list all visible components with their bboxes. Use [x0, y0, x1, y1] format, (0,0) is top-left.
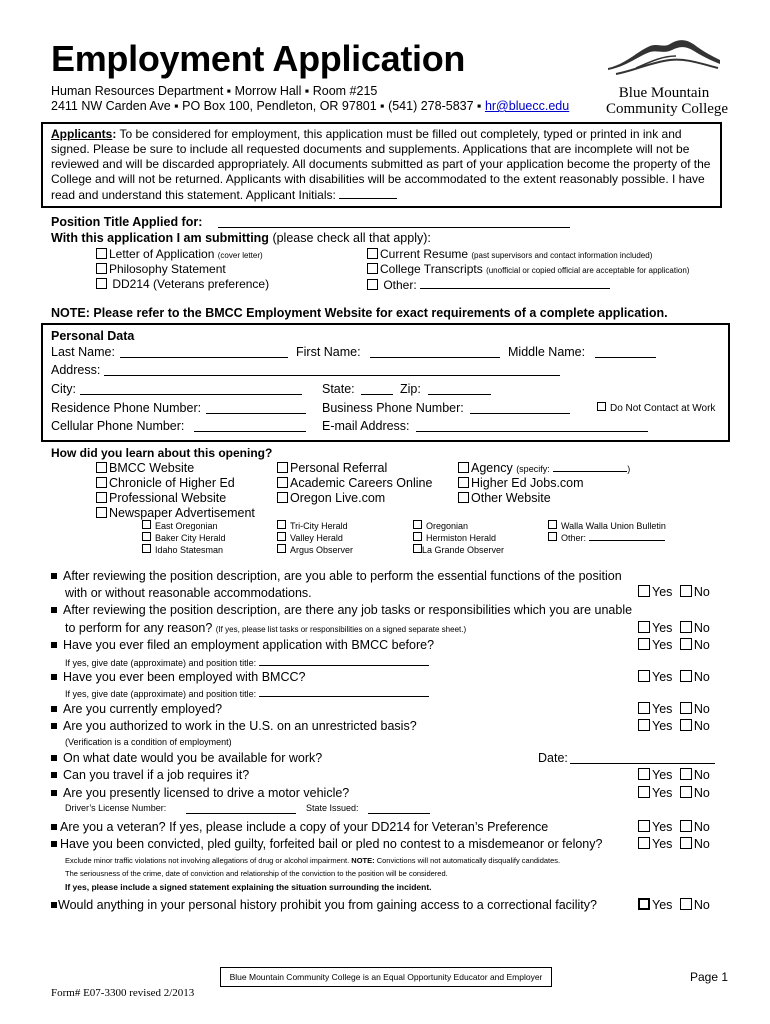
- business-phone-label: Business Phone Number:: [322, 401, 464, 415]
- no-label: No: [693, 585, 710, 599]
- cell-phone-label: Cellular Phone Number:: [51, 419, 185, 433]
- checkbox[interactable]: [413, 544, 422, 553]
- submitting-line: [51, 231, 431, 245]
- checkbox[interactable]: [277, 532, 286, 541]
- source-label: Higher Ed Jobs.com: [471, 476, 584, 490]
- checkbox[interactable]: [142, 544, 151, 553]
- bullet-icon: [51, 772, 57, 778]
- filed-before-field[interactable]: [259, 656, 429, 666]
- doc-letter-of-application[interactable]: [96, 247, 263, 261]
- yes-no-q9: [638, 786, 710, 800]
- yes-checkbox[interactable]: [638, 719, 650, 731]
- residence-phone-label: Residence Phone Number:: [51, 401, 202, 415]
- bullet-icon: [51, 706, 57, 712]
- source-label: Chronicle of Higher Ed: [109, 476, 235, 490]
- checkbox[interactable]: [277, 544, 286, 553]
- yes-label: Yes: [652, 719, 673, 733]
- source-chronicle[interactable]: [96, 476, 235, 490]
- doc-note: (unofficial or copied official are acceptable for application): [486, 266, 690, 275]
- doc-label: Letter of Application: [109, 247, 215, 261]
- paper-label: La Grande Observer: [422, 545, 505, 555]
- yes-no-q5: [638, 702, 710, 716]
- question-licensed-driver: [51, 786, 349, 800]
- applicants-notice-box: [41, 122, 722, 208]
- source-label: BMCC Website: [109, 461, 195, 475]
- address-line: [51, 99, 569, 113]
- checkbox[interactable]: [458, 462, 469, 473]
- yes-label: Yes: [652, 702, 673, 716]
- no-label: No: [693, 719, 710, 733]
- employed-bmcc-note: [65, 687, 429, 699]
- question-available-date: [51, 751, 322, 765]
- yes-no-q1: [638, 585, 710, 599]
- address-text: 2411 NW Carden Ave ▪ PO Box 100, Pendleton, OR 97801 ▪ (541) 278-5837 ▪: [51, 99, 485, 113]
- no-checkbox[interactable]: [680, 621, 692, 633]
- note-text: Exclude minor traffic violations not involving allegations of drug or alcohol impairment.: [65, 856, 350, 865]
- paper-label: Baker City Herald: [155, 533, 226, 543]
- checkbox[interactable]: [277, 477, 288, 488]
- source-professional-website[interactable]: [96, 491, 226, 505]
- mountain-logo-icon: [606, 34, 722, 78]
- no-label: No: [693, 670, 710, 684]
- doc-dd214[interactable]: [96, 277, 269, 291]
- question-employed-bmcc: [51, 670, 305, 684]
- question-text: Are you authorized to work in the U.S. on an unrestricted basis?: [63, 719, 417, 733]
- checkbox[interactable]: [458, 477, 469, 488]
- question-text: Are you currently employed?: [63, 702, 223, 716]
- convicted-note-2: The seriousness of the crime, date of conviction and relationship of the conviction to the position will be considered.: [65, 869, 448, 878]
- convicted-note-3: If yes, please include a signed statement explaining the situation surrounding the incident.: [65, 882, 432, 892]
- no-label: No: [693, 837, 710, 851]
- no-label: No: [693, 898, 710, 912]
- question-travel: [51, 768, 249, 782]
- first-name-field[interactable]: [370, 346, 500, 358]
- question-correctional-facility: [51, 898, 597, 912]
- bullet-icon: [51, 573, 57, 579]
- note-text: If yes, give date (approximate) and position title:: [65, 658, 257, 668]
- paper-label: Idaho Statesman: [155, 545, 224, 555]
- no-checkbox[interactable]: [680, 670, 692, 682]
- no-label: No: [693, 638, 710, 652]
- yes-checkbox[interactable]: [638, 898, 650, 910]
- available-date-label: Date:: [538, 751, 568, 765]
- position-title-field[interactable]: [218, 216, 570, 228]
- yes-no-q6: [638, 719, 710, 733]
- question-text: Would anything in your personal history prohibit you from gaining access to a correctional facility?: [58, 898, 597, 912]
- no-checkbox[interactable]: [680, 638, 692, 650]
- agency-close-paren: ): [627, 464, 631, 474]
- paper-east-oregonian[interactable]: [142, 520, 218, 531]
- yes-checkbox[interactable]: [638, 768, 650, 780]
- personal-data-heading: Personal Data: [51, 329, 135, 343]
- bullet-icon: [51, 642, 57, 648]
- checkbox[interactable]: [277, 462, 288, 473]
- source-oregon-live[interactable]: [277, 491, 385, 505]
- cell-phone-field[interactable]: [194, 420, 306, 432]
- checkbox[interactable]: [96, 492, 107, 503]
- submitting-rest: (please check all that apply):: [272, 231, 431, 245]
- source-label: Other Website: [471, 491, 551, 505]
- no-checkbox[interactable]: [680, 786, 692, 798]
- yes-label: Yes: [652, 837, 673, 851]
- source-label: Oregon Live.com: [290, 491, 386, 505]
- bullet-icon: [51, 790, 57, 796]
- question-note: (If yes, please list tasks or responsibilities on a signed separate sheet.): [215, 625, 467, 634]
- question-text: to perform for any reason?: [65, 621, 213, 635]
- yes-no-q2: [638, 621, 710, 635]
- requirements-note: NOTE: Please refer to the BMCC Employment Website for exact requirements of a complete application.: [51, 306, 668, 320]
- agency-specify-field[interactable]: [553, 462, 627, 472]
- paper-label: East Oregonian: [155, 521, 218, 531]
- source-personal-referral[interactable]: [277, 461, 387, 475]
- paper-hermiston-herald[interactable]: [413, 532, 496, 543]
- source-newspaper[interactable]: [96, 506, 255, 520]
- paper-label: Hermiston Herald: [426, 533, 497, 543]
- applicants-label: Applicants: [51, 127, 113, 141]
- yes-label: Yes: [652, 638, 673, 652]
- question-text: Can you travel if a job requires it?: [63, 768, 250, 782]
- paper-label: Other:: [561, 533, 587, 543]
- state-field[interactable]: [361, 383, 393, 395]
- address-label: Address:: [51, 363, 101, 377]
- agency-specify-label: (specify:: [516, 464, 550, 474]
- checkbox[interactable]: [96, 462, 107, 473]
- paper-label: Argus Observer: [290, 545, 354, 555]
- no-label: No: [693, 786, 710, 800]
- source-other-website[interactable]: [458, 491, 551, 505]
- department-line: Human Resources Department ▪ Morrow Hall ▪ Room #215: [51, 84, 378, 98]
- yes-checkbox[interactable]: [638, 585, 650, 597]
- state-issued-label: State Issued:: [306, 803, 359, 813]
- do-not-contact-option[interactable]: [597, 402, 715, 414]
- yes-no-q8: [638, 768, 710, 782]
- paper-oregonian[interactable]: [413, 520, 468, 531]
- bullet-icon: [51, 841, 57, 847]
- checkbox[interactable]: [548, 520, 557, 529]
- college-logo: [606, 34, 729, 117]
- no-label: No: [693, 820, 710, 834]
- question-text: After reviewing the position description, are you able to perform the essential functions of the position: [63, 569, 622, 583]
- no-checkbox[interactable]: [680, 820, 692, 832]
- yes-checkbox[interactable]: [638, 786, 650, 798]
- authorized-us-note: (Verification is a condition of employment): [65, 737, 232, 747]
- position-title-label: Position Title Applied for:: [51, 215, 203, 229]
- doc-other-field[interactable]: [420, 277, 610, 289]
- doc-note: (cover letter): [217, 251, 263, 260]
- no-checkbox[interactable]: [680, 837, 692, 849]
- source-agency[interactable]: [458, 461, 630, 475]
- applicants-text: To be considered for employment, this application must be filled out completely, typed or printed in ink and signed. Please be sure to include all requested documents and supplements. Applications that are incomplete will not be reviewed and will be discarded appropriately. All documents submitted as part of your application become the property of the College and will not be returned. Applicants with disabilities will be accommodated to the extent reasonably possible. I have read and understand this statement. Applicant Initials:: [51, 127, 711, 202]
- yes-label: Yes: [652, 621, 673, 635]
- business-phone-field[interactable]: [470, 402, 570, 414]
- logo-name-line2: Community College: [606, 101, 729, 117]
- license-number-label: Driver’s License Number:: [65, 803, 167, 813]
- question-essential-functions-cont: with or without reasonable accommodations.: [65, 586, 312, 600]
- city-field[interactable]: [80, 383, 302, 395]
- form-number: Form# E07-3300 revised 2/2013: [51, 987, 195, 999]
- checkbox[interactable]: [413, 520, 422, 529]
- state-label: State:: [322, 382, 355, 396]
- source-label: Personal Referral: [290, 461, 388, 475]
- note-text: If yes, give date (approximate) and position title:: [65, 689, 257, 699]
- no-checkbox[interactable]: [680, 719, 692, 731]
- page-title: Employment Application: [51, 38, 466, 79]
- paper-label: Valley Herald: [290, 533, 343, 543]
- paper-tri-city-herald[interactable]: [277, 520, 348, 531]
- applicant-initials-field[interactable]: [339, 187, 397, 199]
- checkbox[interactable]: [367, 279, 378, 290]
- submitting-bold: With this application I am submitting: [51, 231, 269, 245]
- bullet-icon: [51, 755, 57, 761]
- yes-no-q3: [638, 638, 710, 652]
- paper-argus-observer[interactable]: [277, 544, 353, 555]
- question-text: Have you ever filed an employment application with BMCC before?: [63, 638, 435, 652]
- paper-label: Oregonian: [426, 521, 469, 531]
- yes-label: Yes: [652, 820, 673, 834]
- bullet-icon: [51, 723, 57, 729]
- yes-no-q12: [638, 898, 710, 912]
- question-currently-employed: [51, 702, 222, 716]
- bullet-icon: [51, 902, 57, 908]
- question-filed-before: [51, 638, 434, 652]
- checkbox[interactable]: [413, 532, 422, 541]
- yes-checkbox[interactable]: [638, 820, 650, 832]
- paper-other-field[interactable]: [589, 532, 665, 541]
- yes-no-q11: [638, 837, 710, 851]
- eeo-statement: Blue Mountain Community College is an Equal Opportunity Educator and Employer: [220, 967, 552, 987]
- paper-idaho-statesman[interactable]: [142, 544, 223, 555]
- checkbox[interactable]: [96, 263, 107, 274]
- question-unable-tasks-cont: [65, 621, 466, 635]
- bullet-icon: [51, 824, 57, 830]
- doc-philosophy-statement[interactable]: [96, 262, 226, 276]
- yes-no-q10: [638, 820, 710, 834]
- hr-email-link[interactable]: hr@bluecc.edu: [484, 99, 570, 113]
- checkbox[interactable]: [277, 492, 288, 503]
- doc-college-transcripts[interactable]: [367, 262, 689, 276]
- no-label: No: [693, 768, 710, 782]
- question-text: Are you a veteran? If yes, please include a copy of your DD214 for Veteran’s Preference: [60, 820, 549, 834]
- yes-label: Yes: [652, 768, 673, 782]
- checkbox[interactable]: [96, 507, 107, 518]
- last-name-field[interactable]: [120, 346, 288, 358]
- question-authorized-us: [51, 719, 417, 733]
- address-field[interactable]: [104, 364, 560, 376]
- doc-note: (past supervisors and contact information included): [471, 251, 653, 260]
- checkbox[interactable]: [548, 532, 557, 541]
- no-checkbox[interactable]: [680, 702, 692, 714]
- convicted-note-1: [65, 856, 560, 865]
- yes-checkbox[interactable]: [638, 621, 650, 633]
- source-academic-careers[interactable]: [277, 476, 432, 490]
- yes-label: Yes: [652, 786, 673, 800]
- doc-label: Other:: [383, 278, 417, 292]
- email-field[interactable]: [416, 420, 648, 432]
- source-higher-ed-jobs[interactable]: [458, 476, 584, 490]
- doc-other[interactable]: [367, 277, 610, 292]
- doc-label: Philosophy Statement: [109, 262, 226, 276]
- applicants-notice: Applicants: To be considered for employment, this application must be filled out completely, typed or printed in ink and signed. Please be sure to include all requested documents and supplements. Applications that are incomplete will not be reviewed and will be discarded appropriately. All documents submitted as part of your application become the property of the College and will not be returned. Applicants with disabilities will be accommodated to the extent reasonably possible. I have read and understand this statement. Applicant Initials:: [51, 127, 711, 202]
- last-name-label: Last Name:: [51, 345, 115, 359]
- source-label: Professional Website: [109, 491, 227, 505]
- yes-label: Yes: [652, 898, 673, 912]
- bullet-icon: [51, 674, 57, 680]
- no-checkbox[interactable]: [680, 768, 692, 780]
- question-text: Have you ever been employed with BMCC?: [63, 670, 306, 684]
- checkbox[interactable]: [96, 248, 107, 259]
- checkbox[interactable]: [367, 248, 378, 259]
- question-convicted: [51, 837, 602, 851]
- license-number-field[interactable]: [186, 804, 296, 814]
- checkbox[interactable]: [142, 520, 151, 529]
- city-label: City:: [51, 382, 76, 396]
- question-text: On what date would you be available for work?: [63, 751, 323, 765]
- first-name-label: First Name:: [296, 345, 361, 359]
- zip-label: Zip:: [400, 382, 421, 396]
- source-label: Academic Careers Online: [290, 476, 433, 490]
- do-not-contact-label: Do Not Contact at Work: [610, 403, 716, 414]
- source-bmcc-website[interactable]: [96, 461, 194, 475]
- no-label: No: [693, 702, 710, 716]
- middle-name-label: Middle Name:: [508, 345, 586, 359]
- question-veteran: [51, 820, 548, 834]
- paper-label: Tri-City Herald: [290, 521, 348, 531]
- no-checkbox[interactable]: [680, 898, 692, 910]
- question-essential-functions: [51, 569, 622, 583]
- employed-bmcc-field[interactable]: [259, 687, 429, 697]
- residence-phone-field[interactable]: [206, 402, 306, 414]
- checkbox[interactable]: [367, 263, 378, 274]
- paper-other[interactable]: [548, 532, 665, 543]
- note-text: Convictions will not automatically disqualify candidates.: [376, 856, 561, 865]
- yes-checkbox[interactable]: [638, 670, 650, 682]
- yes-label: Yes: [652, 585, 673, 599]
- filed-before-note: [65, 656, 429, 668]
- page-number: Page 1: [690, 970, 729, 984]
- doc-label: College Transcripts: [380, 262, 483, 276]
- checkbox[interactable]: [277, 520, 286, 529]
- source-label: Newspaper Advertisement: [109, 506, 255, 520]
- middle-name-field[interactable]: [595, 346, 656, 358]
- zip-field[interactable]: [428, 383, 491, 395]
- yes-label: Yes: [652, 670, 673, 684]
- checkbox[interactable]: [96, 278, 107, 289]
- paper-label: Walla Walla Union Bulletin: [561, 521, 666, 531]
- logo-name-line1: Blue Mountain: [618, 85, 710, 101]
- yes-checkbox[interactable]: [638, 702, 650, 714]
- yes-checkbox[interactable]: [638, 638, 650, 650]
- doc-label: DD214 (Veterans preference): [112, 277, 270, 291]
- checkbox[interactable]: [96, 477, 107, 488]
- yes-no-q4: [638, 670, 710, 684]
- question-text: Are you presently licensed to drive a motor vehicle?: [63, 786, 350, 800]
- learn-heading: How did you learn about this opening?: [51, 446, 273, 460]
- doc-label: Current Resume: [380, 247, 469, 261]
- paper-valley-herald[interactable]: [277, 532, 343, 543]
- paper-baker-city-herald[interactable]: [142, 532, 226, 543]
- paper-la-grande-observer[interactable]: [413, 544, 504, 555]
- checkbox[interactable]: [142, 532, 151, 541]
- email-label: E-mail Address:: [322, 419, 410, 433]
- checkbox[interactable]: [597, 402, 606, 411]
- question-unable-tasks: [51, 603, 632, 617]
- source-label: Agency: [471, 461, 513, 475]
- state-issued-field[interactable]: [368, 804, 430, 814]
- note-bold: NOTE:: [351, 856, 375, 865]
- yes-checkbox[interactable]: [638, 837, 650, 849]
- available-date-field[interactable]: [570, 752, 715, 764]
- doc-current-resume[interactable]: [367, 247, 652, 261]
- bullet-icon: [51, 607, 57, 613]
- question-text: Have you been convicted, pled guilty, forfeited bail or pled no contest to a misdemeanor or felony?: [60, 837, 603, 851]
- question-text: After reviewing the position description, are there any job tasks or responsibilities which you are unable: [63, 603, 633, 617]
- no-label: No: [693, 621, 710, 635]
- checkbox[interactable]: [458, 492, 469, 503]
- no-checkbox[interactable]: [680, 585, 692, 597]
- paper-walla-walla[interactable]: [548, 520, 666, 531]
